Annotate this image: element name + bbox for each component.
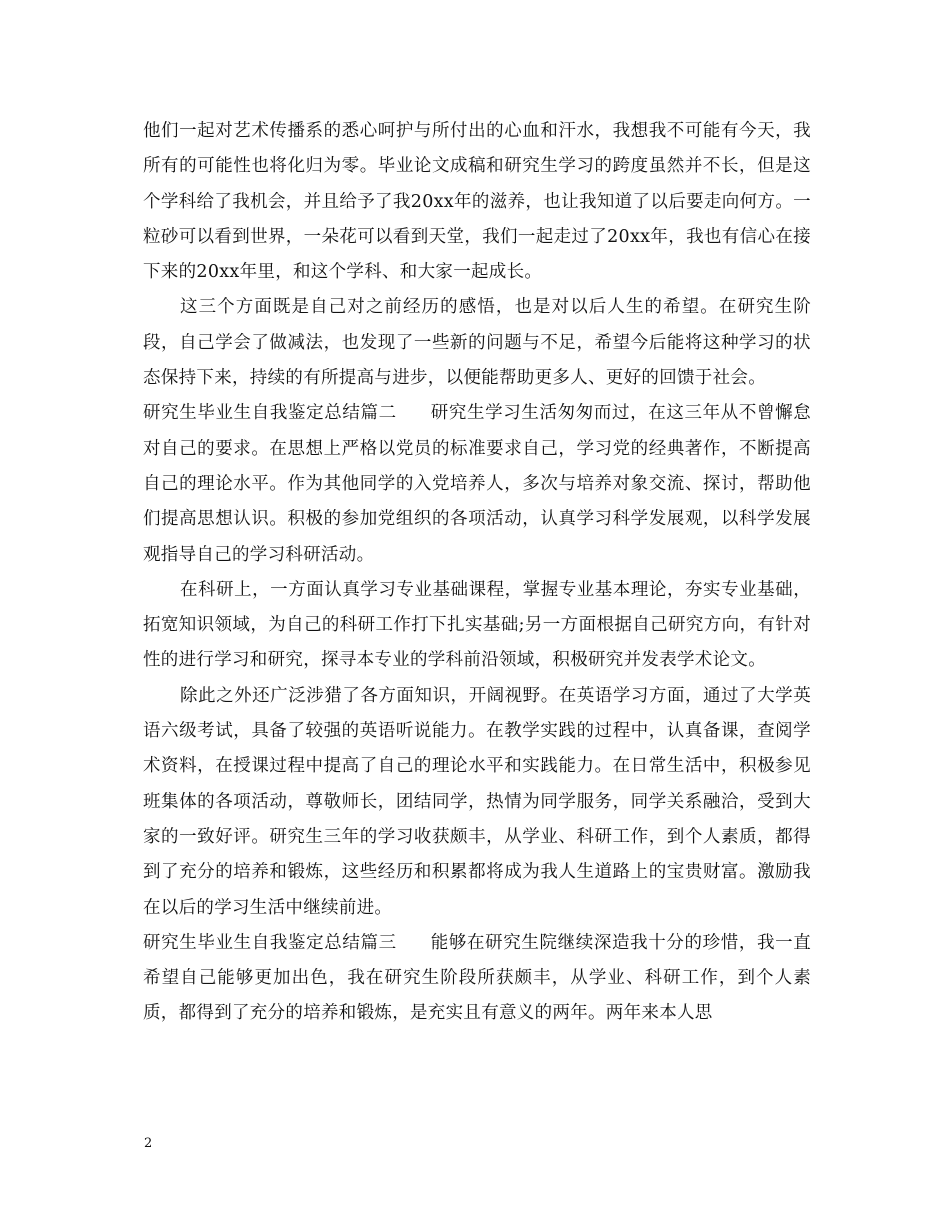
paragraph-text: 在科研上，一方面认真学习专业基础课程，掌握专业基本理论，夯实专业基础，拓宽知识领域，为自己的科研工作打下扎实基础;另一方面根据自己研究方向，有针对性的进行学习和研究，探寻本专业的学科前沿领域，积极研究并发表学术论文。 <box>143 579 811 671</box>
paragraph-text: 除此之外还广泛涉猎了各方面知识，开阔视野。在英语学习方面，通过了大学英语六级考试，具备了较强的英语听说能力。在教学实践的过程中，认真备课，查阅学术资料，在授课过程中提高了自己的理论水平和实践能力。在日常生活中，积极参见班集体的各项活动，尊敬师长，团结同学，热情为同学服务，同学关系融洽，受到大家的一致好评。研究生三年的学习收获颇丰，从学业、科研工作，到个人素质，都得到了充分的培养和锻炼，这些经历和积累都将成为我人生道路上的宝贵财富。激励我在以后的学习生活中继续前进。 <box>143 685 811 918</box>
paragraph-6 <box>143 926 811 1032</box>
paragraph-text: 研究生学习生活匆匆而过，在这三年从不曾懈怠对自己的要求。在思想上严格以党员的标准要求自己，学习党的经典著作，不断提高自己的理论水平。作为其他同学的入党培养人，多次与培养对象交流、探讨，帮助他们提高思想认识。积极的参加党组织的各项活动，认真学习科学发展观，以科学发展观指导自己的学习科研活动。 <box>143 403 811 565</box>
paragraph-1 <box>143 114 811 290</box>
paragraph-4 <box>143 573 811 679</box>
paragraph-2 <box>143 290 811 396</box>
document-body <box>143 114 811 1032</box>
page-number: 2 <box>144 1136 153 1151</box>
paragraph-3 <box>143 396 811 572</box>
paragraph-text: 这三个方面既是自己对之前经历的感悟，也是对以后人生的希望。在研究生阶段，自己学会了做减法，也发现了一些新的问题与不足，希望今后能将这种学习的状态保持下来，持续的有所提高与进步，以便能帮助更多人、更好的回馈于社会。 <box>143 297 811 389</box>
paragraph-text: 他们一起对艺术传播系的悉心呵护与所付出的心血和汗水，我想我不可能有今天，我所有的可能性也将化归为零。毕业论文成稿和研究生学习的跨度虽然并不长，但是这个学科给了我机会，并且给予了我20xx年的滋养，也让我知道了以后要走向何方。一粒砂可以看到世界，一朵花可以看到天堂，我们一起走过了20xx年，我也有信心在接下来的20xx年里，和这个学科、和大家一起成长。 <box>143 121 811 283</box>
section-title-2: 研究生毕业生自我鉴定总结篇二 <box>143 403 397 424</box>
paragraph-text: 能够在研究生院继续深造我十分的珍惜，我一直希望自己能够更加出色，我在研究生阶段所获颇丰，从学业、科研工作，到个人素质，都得到了充分的培养和锻炼，是充实且有意义的两年。两年来本人思 <box>143 932 811 1024</box>
paragraph-5 <box>143 679 811 926</box>
section-title-3: 研究生毕业生自我鉴定总结篇三 <box>143 932 397 953</box>
